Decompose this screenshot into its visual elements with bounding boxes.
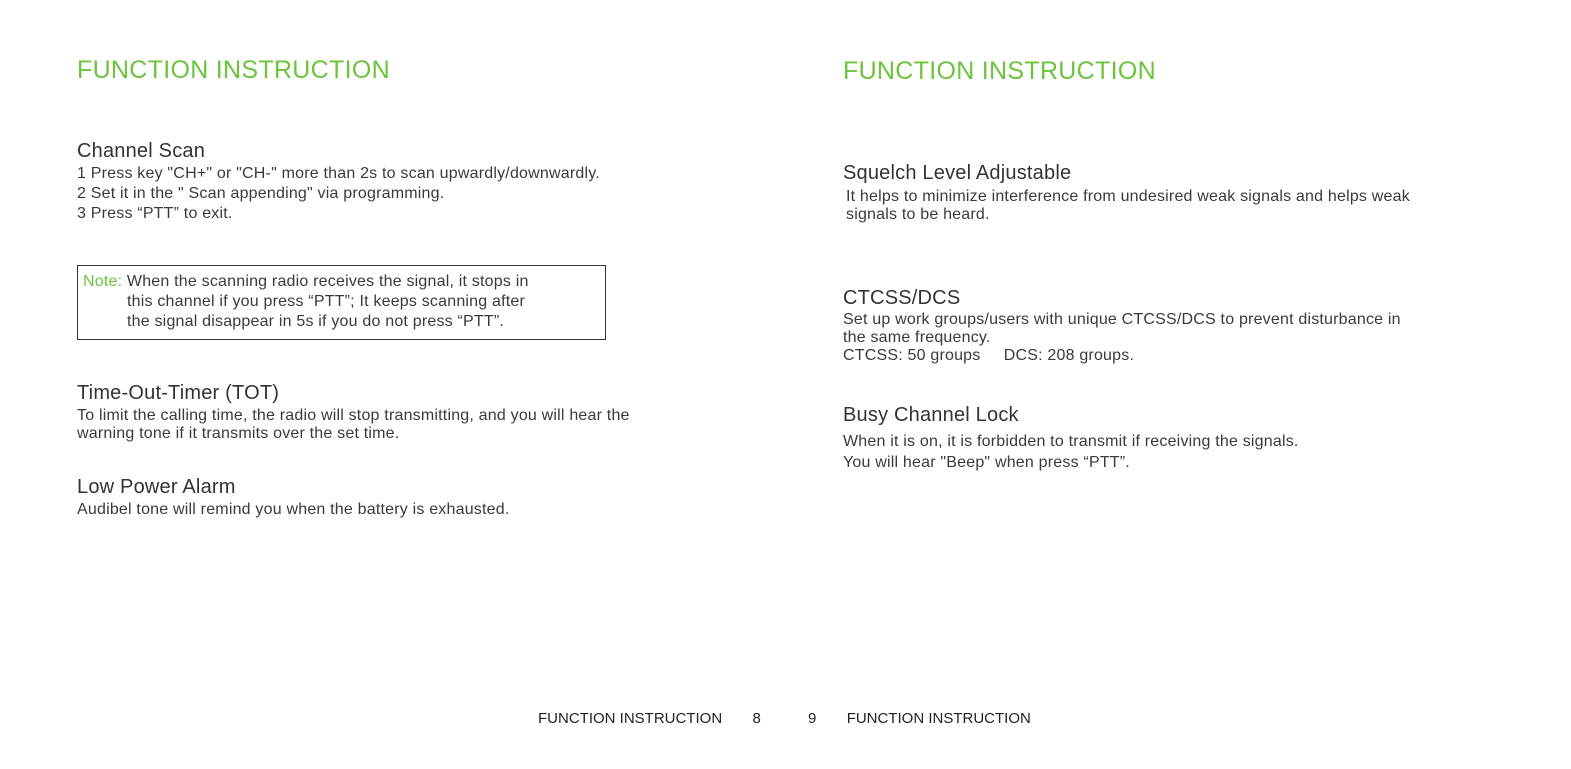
- note-line-3: the signal disappear in 5s if you do not press “PTT”.: [127, 313, 505, 330]
- note-line-2: this channel if you press “PTT”; It keeps scanning after: [127, 293, 526, 310]
- ctcss-heading: CTCSS/DCS: [843, 287, 961, 309]
- channel-scan-body: [77, 164, 600, 224]
- right-page-number: 9: [808, 710, 817, 727]
- low-power-body: [77, 500, 510, 520]
- left-page-number: 8: [752, 710, 761, 727]
- note-text-1: When the scanning radio receives the signal, it stops in: [126, 273, 529, 290]
- tot-line-1: To limit the calling time, the radio will stop transmitting, and you will hear the: [77, 407, 630, 424]
- channel-scan-step-3: 3 Press “PTT” to exit.: [77, 205, 233, 222]
- left-footer-label: FUNCTION INSTRUCTION: [538, 710, 723, 727]
- channel-scan-heading: Channel Scan: [77, 140, 206, 162]
- note-box: [77, 265, 606, 340]
- low-power-line-1: Audibel tone will remind you when the battery is exhausted.: [77, 501, 510, 518]
- busy-lock-body: [843, 431, 1299, 473]
- ctcss-groups: CTCSS: 50 groups DCS: 208 groups.: [843, 347, 1135, 364]
- busy-lock-line-1: When it is on, it is forbidden to transmit if receiving the signals.: [843, 433, 1299, 450]
- squelch-line-1: It helps to minimize interference from undesired weak signals and helps weak: [846, 188, 1410, 205]
- channel-scan-step-2: 2 Set it in the " Scan appending" via programming.: [77, 185, 445, 202]
- tot-body: [77, 407, 630, 443]
- squelch-body: [846, 188, 1410, 224]
- tot-line-2: warning tone if it transmits over the set time.: [77, 425, 400, 442]
- right-footer-label: FUNCTION INSTRUCTION: [846, 710, 1031, 727]
- busy-lock-line-2: You will hear "Beep" when press “PTT”.: [843, 454, 1130, 471]
- right-page-title: FUNCTION INSTRUCTION: [843, 57, 1156, 85]
- left-page-title: FUNCTION INSTRUCTION: [77, 56, 390, 84]
- left-footer: [538, 711, 761, 726]
- ctcss-body: [843, 311, 1401, 365]
- squelch-heading: Squelch Level Adjustable: [843, 162, 1072, 184]
- ctcss-line-2: the same frequency.: [843, 329, 991, 346]
- channel-scan-step-1: 1 Press key "CH+" or "CH-" more than 2s to scan upwardly/downwardly.: [77, 165, 600, 182]
- tot-heading: Time-Out-Timer (TOT): [77, 382, 280, 404]
- right-footer: [808, 711, 1031, 726]
- note-line-1: [83, 272, 529, 292]
- ctcss-line-1: Set up work groups/users with unique CTCSS/DCS to prevent disturbance in: [843, 311, 1401, 328]
- low-power-heading: Low Power Alarm: [77, 476, 236, 498]
- note-label: Note:: [83, 273, 123, 290]
- busy-lock-heading: Busy Channel Lock: [843, 404, 1019, 426]
- squelch-line-2: signals to be heard.: [846, 206, 990, 223]
